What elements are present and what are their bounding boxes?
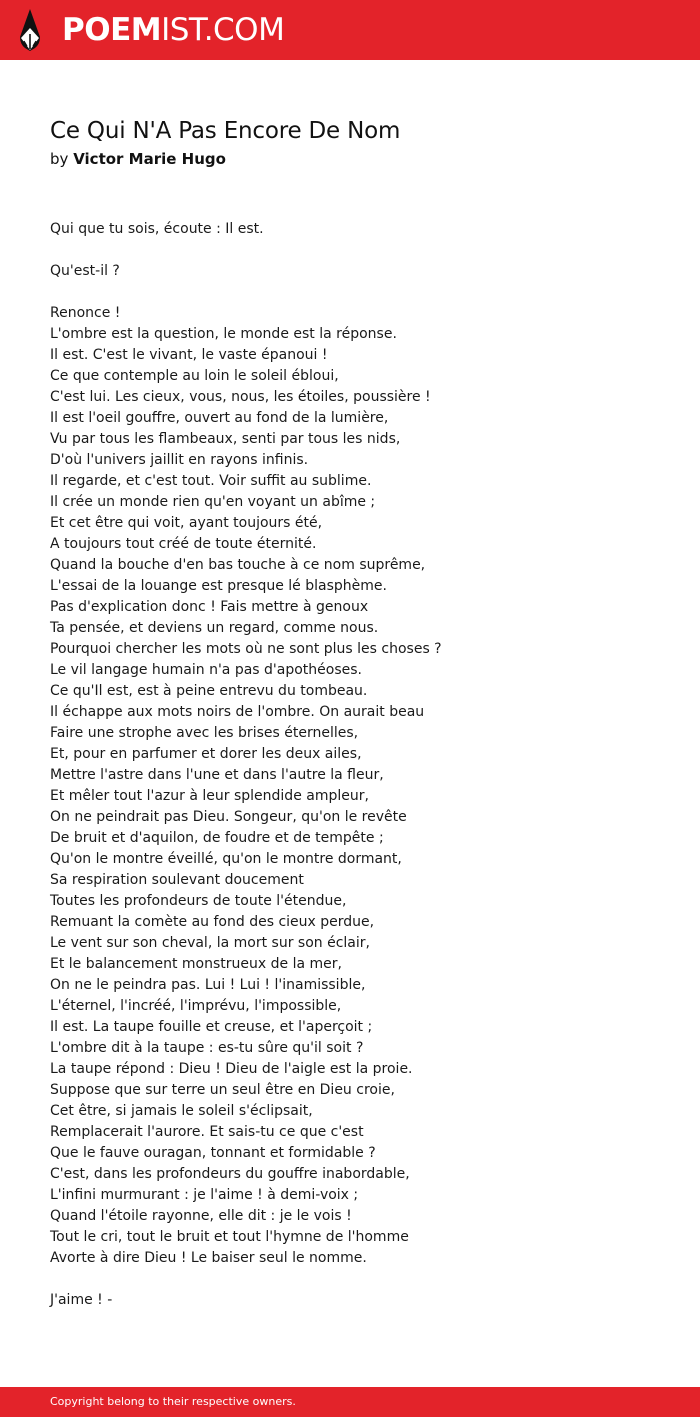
poem-line: Il échappe aux mots noirs de l'ombre. On aurait beau (50, 704, 425, 720)
poem-line: Il crée un monde rien qu'en voyant un abîme ; (50, 494, 376, 510)
poem-line: Et cet être qui voit, ayant toujours été, (50, 515, 323, 531)
poem-line: On ne le peindra pas. Lui ! Lui ! l'inamissible, (50, 977, 366, 993)
poem-line: Toutes les profondeurs de toute l'étendue, (50, 893, 347, 909)
poem-line: Avorte à dire Dieu ! Le baiser seul le nomme. (50, 1250, 367, 1266)
poem-line: Faire une strophe avec les brises éternelles, (50, 725, 359, 741)
poem-line: Qu'est-il ? (50, 263, 120, 279)
poem-line: Suppose que sur terre un seul être en Dieu croie, (50, 1082, 395, 1098)
poem-line: Et le balancement monstrueux de la mer, (50, 956, 342, 972)
pen-nib-icon[interactable] (17, 8, 43, 52)
poem-line: L'ombre est la question, le monde est la réponse. (50, 326, 397, 342)
poem-line: Le vil langage humain n'a pas d'apothéoses. (50, 662, 362, 678)
poem-line: On ne peindrait pas Dieu. Songeur, qu'on le revête (50, 809, 407, 825)
poem-line: Et, pour en parfumer et dorer les deux ailes, (50, 746, 362, 762)
poem-line: Renonce ! (50, 305, 121, 321)
author-name: Victor Marie Hugo (73, 150, 226, 168)
poem-stanza (50, 261, 670, 282)
poem-line: A toujours tout créé de toute éternité. (50, 536, 317, 552)
poem-line: C'est lui. Les cieux, vous, nous, les étoiles, poussière ! (50, 389, 431, 405)
poem-line: Qu'on le montre éveillé, qu'on le montre dormant, (50, 851, 402, 867)
poem-line: Ce qu'Il est, est à peine entrevu du tombeau. (50, 683, 368, 699)
poem-line: Le vent sur son cheval, la mort sur son éclair, (50, 935, 370, 951)
poem-stanza (50, 303, 670, 1269)
site-logo[interactable] (62, 12, 284, 48)
poem-line: Il est. C'est le vivant, le vaste épanoui ! (50, 347, 328, 363)
poem-line: Pourquoi chercher les mots où ne sont plus les choses ? (50, 641, 442, 657)
poem-line: Pas d'explication donc ! Fais mettre à genoux (50, 599, 369, 615)
poem-line: Remuant la comète au fond des cieux perdue, (50, 914, 375, 930)
poem-line: La taupe répond : Dieu ! Dieu de l'aigle est la proie. (50, 1061, 413, 1077)
brand-bold: POEM (62, 12, 162, 48)
poem-title: Ce Qui N'A Pas Encore De Nom (50, 118, 401, 144)
poem-line: Cet être, si jamais le soleil s'éclipsait, (50, 1103, 313, 1119)
poem-stanza (50, 219, 670, 240)
poem-line: L'infini murmurant : je l'aime ! à demi-voix ; (50, 1187, 359, 1203)
poem-line: L'ombre dit à la taupe : es-tu sûre qu'il soit ? (50, 1040, 364, 1056)
site-header (0, 0, 700, 60)
poem-line: L'éternel, l'incréé, l'imprévu, l'impossible, (50, 998, 342, 1014)
poem-line: Il est l'oeil gouffre, ouvert au fond de la lumière, (50, 410, 389, 426)
poem-line: J'aime ! - (50, 1292, 113, 1308)
poem-line: De bruit et d'aquilon, de foudre et de tempête ; (50, 830, 384, 846)
poem-line: Ce que contemple au loin le soleil ébloui, (50, 368, 339, 384)
poem-line: Qui que tu sois, écoute : Il est. (50, 221, 264, 237)
poem-line: C'est, dans les profondeurs du gouffre inabordable, (50, 1166, 410, 1182)
poem-line: Tout le cri, tout le bruit et tout l'hymne de l'homme (50, 1229, 409, 1245)
by-label: by (50, 150, 69, 168)
poem-line: Quand la bouche d'en bas touche à ce nom suprême, (50, 557, 426, 573)
poem-line: Que le fauve ouragan, tonnant et formidable ? (50, 1145, 376, 1161)
poem-stanza (50, 1290, 670, 1311)
poem-line: Ta pensée, et deviens un regard, comme nous. (50, 620, 379, 636)
byline (50, 149, 226, 169)
poem-line: Quand l'étoile rayonne, elle dit : je le vois ! (50, 1208, 352, 1224)
poem-line: Remplacerait l'aurore. Et sais-tu ce que c'est (50, 1124, 364, 1140)
poem-body (50, 219, 670, 1332)
poem-line: D'où l'univers jaillit en rayons infinis. (50, 452, 309, 468)
poem-line: Il regarde, et c'est tout. Voir suffit au sublime. (50, 473, 372, 489)
site-footer (0, 1387, 700, 1417)
poem-line: Vu par tous les flambeaux, senti par tous les nids, (50, 431, 401, 447)
brand-light: IST.COM (161, 12, 285, 48)
poem-line: L'essai de la louange est presque lé blasphème. (50, 578, 387, 594)
copyright-notice: Copyright belong to their respective owners. (50, 1395, 296, 1408)
poem-line: Et mêler tout l'azur à leur splendide ampleur, (50, 788, 369, 804)
poem-line: Sa respiration soulevant doucement (50, 872, 304, 888)
poem-line: Mettre l'astre dans l'une et dans l'autre la fleur, (50, 767, 384, 783)
poem-line: Il est. La taupe fouille et creuse, et l'aperçoit ; (50, 1019, 373, 1035)
